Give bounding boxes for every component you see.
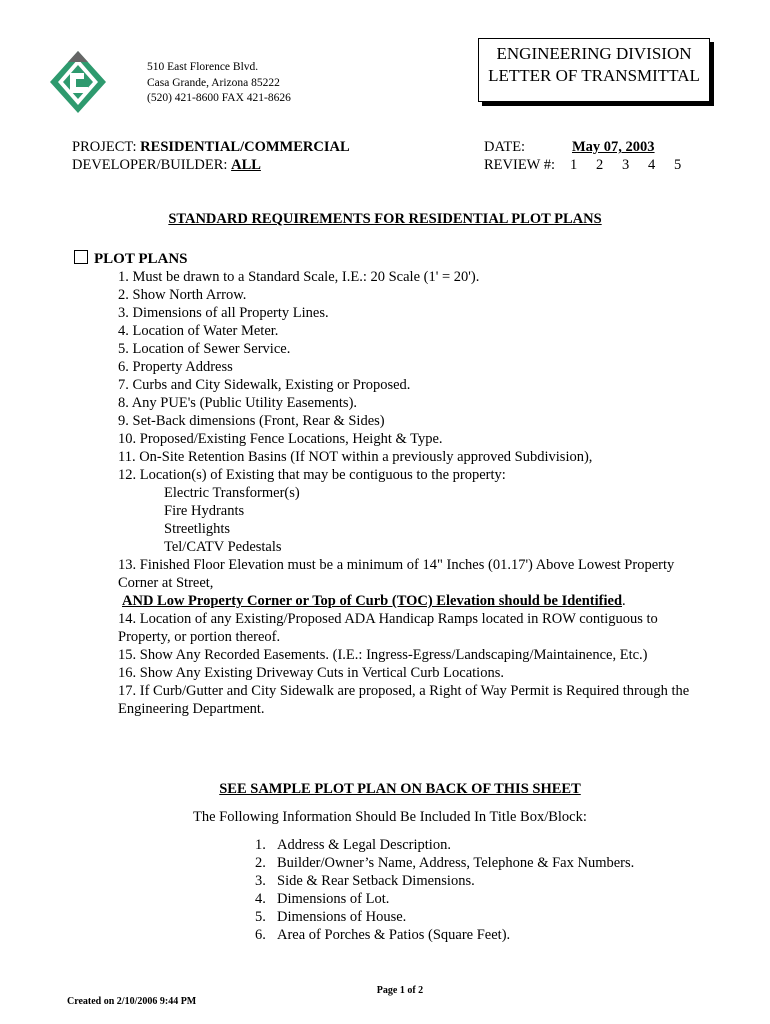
list-item: 7. Curbs and City Sidewalk, Existing or Proposed. bbox=[118, 377, 411, 393]
list-item: 6. Property Address bbox=[118, 359, 233, 375]
section-heading: STANDARD REQUIREMENTS FOR RESIDENTIAL PLOT PLANS bbox=[168, 211, 602, 227]
date-review-info bbox=[484, 138, 682, 174]
list-item: 5. Dimensions of House. bbox=[255, 909, 407, 925]
emphasis-text: AND Low Property Corner or Top of Curb (TOC) Elevation should be Identified bbox=[122, 593, 623, 609]
list-item: 13. Finished Floor Elevation must be a minimum of 14" Inches (01.17') Above Lowest Property bbox=[118, 557, 675, 573]
sub-item: Fire Hydrants bbox=[164, 503, 245, 519]
review-number: 5 bbox=[674, 157, 682, 173]
list-item: 14. Location of any Existing/Proposed ADA Handicap Ramps located in ROW contiguous to bbox=[118, 611, 658, 627]
sample-plan-note: SEE SAMPLE PLOT PLAN ON BACK OF THIS SHEET bbox=[219, 781, 581, 797]
list-item: 4. Dimensions of Lot. bbox=[255, 891, 390, 907]
list-item: 1. Address & Legal Description. bbox=[255, 837, 451, 853]
list-item: 15. Show Any Recorded Easements. (I.E.: Ingress-Egress/Landscaping/Maintainence, Etc.) bbox=[118, 647, 648, 663]
review-label: REVIEW #: bbox=[484, 157, 556, 173]
review-number: 1 bbox=[570, 157, 578, 173]
list-item: 4. Location of Water Meter. bbox=[118, 323, 279, 339]
review-number: 2 bbox=[596, 157, 604, 173]
plot-plans-list: 1. Must be drawn to a Standard Scale, I.E.: 20 Scale (1' = 20'). 2. Show North Arrow. 3. Dimensions of all Property Lines. 4. Location of Water Meter. 5. Location of Sewer Service. 6. Property Address 7. Curbs and City Sidewalk, Existing or Proposed. 8. Any PUE's (Public Utility Easements). 9. Set-Back dimensions (Front, Rear & Sides) 10. Proposed/Existing Fence Locations, Height & Type. 11. On-Site Retention Basins (If NOT within a previously approved Subdivision), 12. Location(s) of Existing that may be contiguous to the property: Electric Transformer(s) Fire Hydrants Streetlights Tel/CATV Pedestals 13. Finished Floor Elevation must be a minimum of 14" Inches (01.17') Above Lowest Property Corner at Street, AND Low Property Corner or Top of Curb (TOC) Elevation should be Identified. 14. Location of any Existing/Proposed ADA Handicap Ramps located in ROW contiguous to Property, or portion thereof. 15. Show Any Recorded Easements. (I.E.: Ingress-Egress/Landscaping/Maintainence, Etc.) 16. Show Any Existing Driveway Cuts in Vertical Curb Locations. 17. If Curb/Gutter and City Sidewalk are proposed, a Right of Way Permit is Required through the Engineering Department. bbox=[118, 268, 728, 718]
list-item: 11. On-Site Retention Basins (If NOT within a previously approved Subdivision), bbox=[118, 449, 593, 465]
address-line: 510 East Florence Blvd. bbox=[147, 61, 259, 73]
list-item: 17. If Curb/Gutter and City Sidewalk are proposed, a Right of Way Permit is Required through the bbox=[118, 683, 690, 699]
address-block bbox=[147, 60, 291, 107]
title-line: LETTER OF TRANSMITTAL bbox=[488, 66, 700, 85]
review-numbers bbox=[570, 156, 700, 174]
developer-value: ALL bbox=[231, 157, 261, 173]
list-item: 9. Set-Back dimensions (Front, Rear & Sides) bbox=[118, 413, 385, 429]
list-item-continuation: Property, or portion thereof. bbox=[118, 629, 281, 645]
date-value: May 07, 2003 bbox=[572, 139, 655, 155]
review-number: 4 bbox=[648, 157, 656, 173]
list-item: 12. Location(s) of Existing that may be contiguous to the property: bbox=[118, 467, 506, 483]
plot-plans-label: PLOT PLANS bbox=[94, 251, 188, 267]
sub-item: Electric Transformer(s) bbox=[164, 485, 300, 501]
project-label: PROJECT: bbox=[72, 139, 137, 155]
list-item: 2. Show North Arrow. bbox=[118, 287, 247, 303]
list-item: 1. Must be drawn to a Standard Scale, I.E.: 20 Scale (1' = 20'). bbox=[118, 269, 480, 285]
list-item: 16. Show Any Existing Driveway Cuts in Vertical Curb Locations. bbox=[118, 665, 504, 681]
page-number: Page 1 of 2 bbox=[376, 985, 424, 996]
project-value: RESIDENTIAL/COMMERCIAL bbox=[140, 139, 350, 155]
title-box-list bbox=[255, 836, 634, 944]
list-item: 10. Proposed/Existing Fence Locations, Height & Type. bbox=[118, 431, 443, 447]
project-info bbox=[72, 138, 350, 174]
list-item: 2. Builder/Owner’s Name, Address, Telephone & Fax Numbers. bbox=[255, 855, 635, 871]
list-item-continuation: Engineering Department. bbox=[118, 701, 265, 717]
list-item: 5. Location of Sewer Service. bbox=[118, 341, 291, 357]
created-timestamp: Created on 2/10/2006 9:44 PM bbox=[67, 996, 197, 1007]
developer-label: DEVELOPER/BUILDER: bbox=[72, 157, 228, 173]
phone-fax-line: (520) 421-8600 FAX 421-8626 bbox=[147, 92, 291, 104]
list-item-continuation: Corner at Street, bbox=[118, 575, 214, 591]
plot-plans-heading bbox=[74, 250, 188, 268]
list-item: 8. Any PUE's (Public Utility Easements). bbox=[118, 395, 358, 411]
city-logo-icon bbox=[48, 49, 108, 115]
checkbox-icon bbox=[74, 250, 88, 264]
document-title-box bbox=[478, 38, 710, 102]
title-box-instructions: The Following Information Should Be Included In Title Box/Block: bbox=[193, 809, 587, 825]
list-item: 6. Area of Porches & Patios (Square Feet). bbox=[255, 927, 511, 943]
title-line: ENGINEERING DIVISION bbox=[496, 44, 692, 63]
address-line: Casa Grande, Arizona 85222 bbox=[147, 76, 280, 89]
list-item: 3. Dimensions of all Property Lines. bbox=[118, 305, 329, 321]
sub-item: Streetlights bbox=[164, 521, 231, 537]
sub-item: Tel/CATV Pedestals bbox=[164, 539, 282, 555]
date-label: DATE: bbox=[484, 139, 526, 155]
review-number: 3 bbox=[622, 157, 630, 173]
list-item: 3. Side & Rear Setback Dimensions. bbox=[255, 873, 475, 889]
